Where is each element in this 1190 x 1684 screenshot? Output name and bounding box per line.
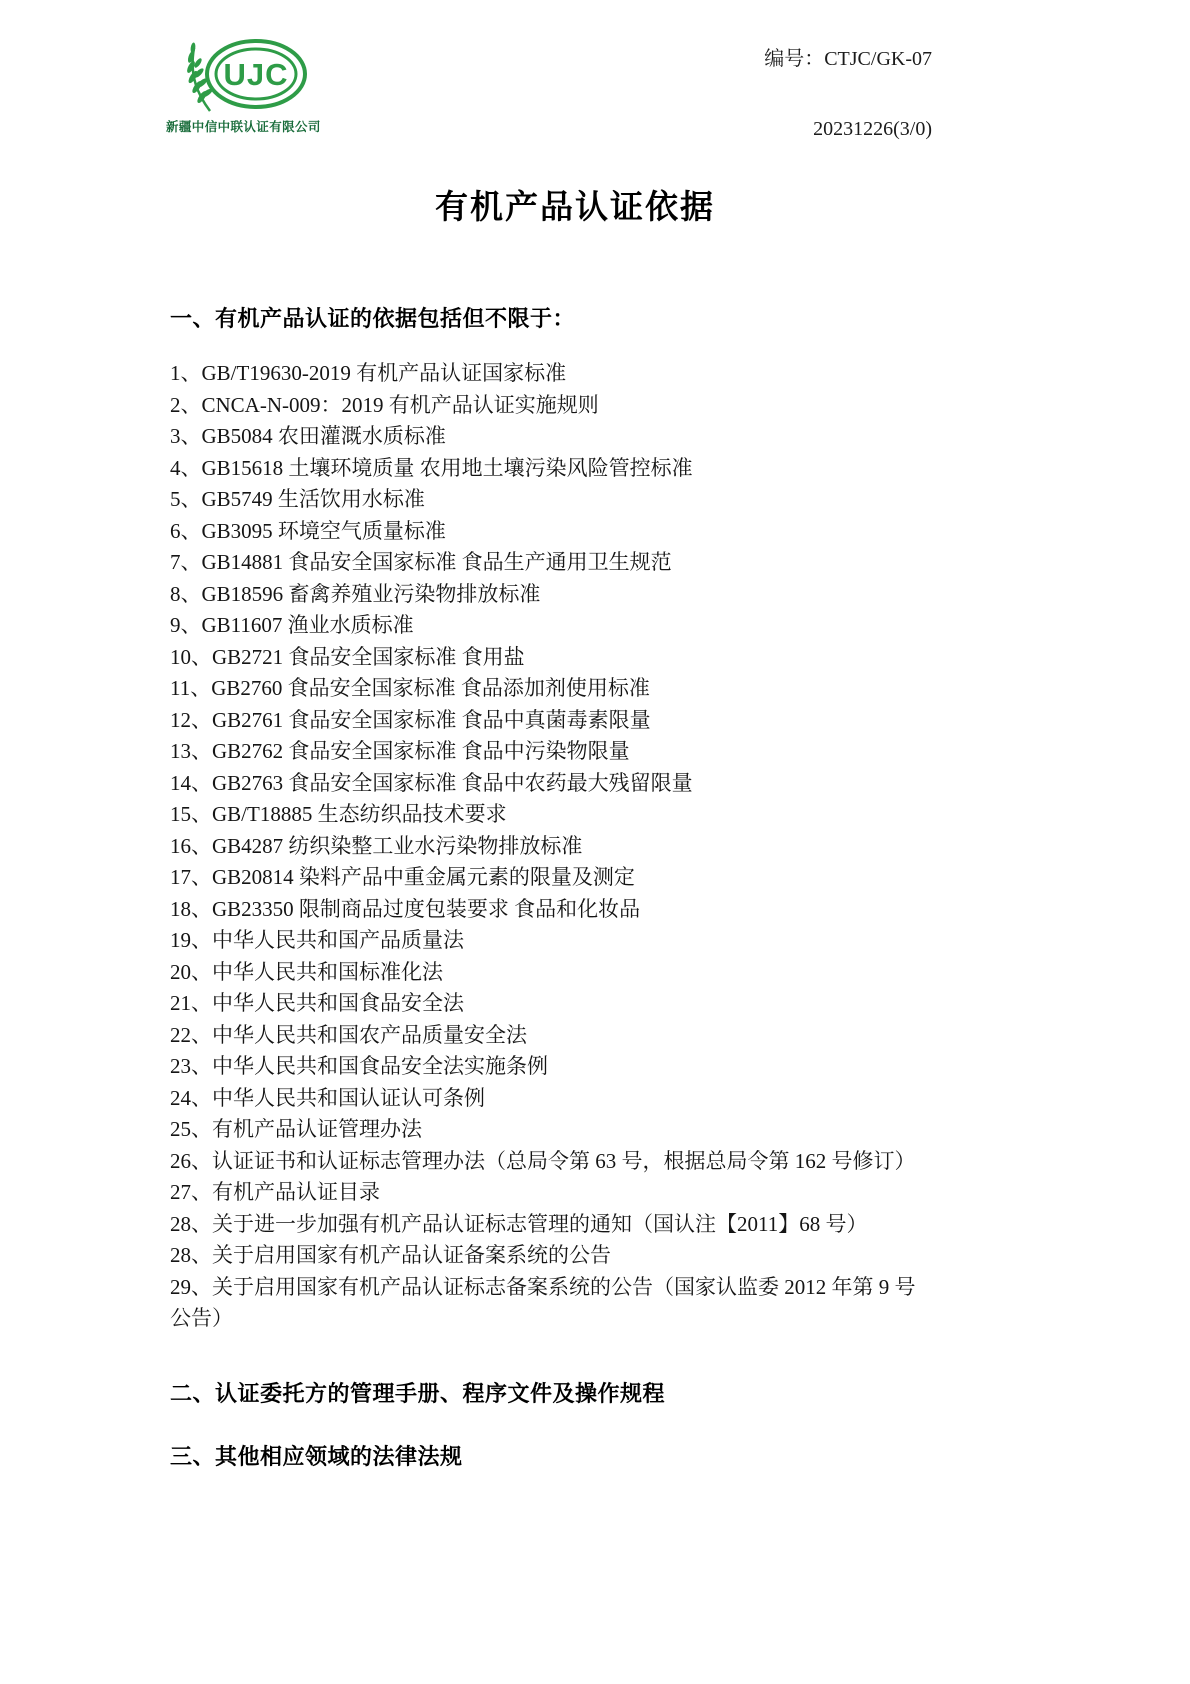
list-item: 7、GB14881 食品安全国家标准 食品生产通用卫生规范 xyxy=(170,550,672,574)
list-item: 2、CNCA-N-009：2019 有机产品认证实施规则 xyxy=(170,392,599,417)
doc-number: 编号：CTJC/GK-07 xyxy=(764,48,932,70)
wheat-ear-icon xyxy=(186,42,214,111)
standards-list xyxy=(170,358,928,1335)
list-item: 19、中华人民共和国产品质量法 xyxy=(170,928,464,952)
section-1-heading: 一、有机产品认证的依据包括但不限于： xyxy=(170,306,576,331)
list-item: 15、GB/T18885 生态纺织品技术要求 xyxy=(170,802,507,826)
header-meta xyxy=(764,46,932,142)
list-item: 6、GB3095 环境空气质量标准 xyxy=(170,518,446,543)
list-item: 9、GB11607 渔业水质标准 xyxy=(170,613,414,637)
list-item: 24、中华人民共和国认证认可条例 xyxy=(170,1085,485,1110)
list-item: 8、GB18596 畜禽养殖业污染物排放标准 xyxy=(170,581,541,606)
section-2-heading: 二、认证委托方的管理手册、程序文件及操作规程 xyxy=(170,1381,666,1406)
list-item: 28、关于进一步加强有机产品认证标志管理的通知（国认注【2011】68 号） xyxy=(170,1211,868,1236)
list-item: 22、中华人民共和国农产品质量安全法 xyxy=(170,1022,527,1047)
list-item: 10、GB2721 食品安全国家标准 食用盐 xyxy=(170,644,525,669)
page-title: 有机产品认证依据 xyxy=(435,188,715,225)
list-item: 4、GB15618 土壤环境质量 农用地土壤污染风险管控标准 xyxy=(170,455,693,480)
list-item: 17、GB20814 染料产品中重金属元素的限量及测定 xyxy=(170,865,635,889)
list-item: 13、GB2762 食品安全国家标准 食品中污染物限量 xyxy=(170,739,630,763)
list-item: 23、中华人民共和国食品安全法实施条例 xyxy=(170,1054,548,1078)
list-item: 29、关于启用国家有机产品认证标志备案系统的公告（国家认监委 2012 年第 9 号公告） xyxy=(170,1274,916,1330)
list-item: 11、GB2760 食品安全国家标准 食品添加剂使用标准 xyxy=(170,676,650,700)
list-item: 20、中华人民共和国标准化法 xyxy=(170,959,443,984)
logo-monogram: UJC xyxy=(223,57,289,92)
list-item: 14、GB2763 食品安全国家标准 食品中农药最大残留限量 xyxy=(170,770,693,795)
list-item: 1、GB/T19630-2019 有机产品认证国家标准 xyxy=(170,361,567,385)
company-logo xyxy=(166,36,321,135)
section-3-heading: 三、其他相应领域的法律法规 xyxy=(170,1444,463,1469)
list-item: 21、中华人民共和国食品安全法 xyxy=(170,991,464,1015)
list-item: 26、认证证书和认证标志管理办法（总局令第 63 号，根据总局令第 162 号修订） xyxy=(170,1148,916,1173)
list-item: 16、GB4287 纺织染整工业水污染物排放标准 xyxy=(170,833,583,858)
company-name: 新疆中信中联认证有限公司 xyxy=(166,120,321,134)
list-item: 12、GB2761 食品安全国家标准 食品中真菌毒素限量 xyxy=(170,707,651,732)
list-item: 27、有机产品认证目录 xyxy=(170,1180,380,1204)
list-item: 25、有机产品认证管理办法 xyxy=(170,1117,422,1141)
revision-code: 20231226(3/0) xyxy=(813,118,932,140)
list-item: 28、关于启用国家有机产品认证备案系统的公告 xyxy=(170,1243,611,1267)
ctjc-logo-icon xyxy=(176,36,308,114)
list-item: 5、GB5749 生活饮用水标准 xyxy=(170,487,425,511)
list-item: 18、GB23350 限制商品过度包装要求 食品和化妆品 xyxy=(170,896,641,921)
list-item: 3、GB5084 农田灌溉水质标准 xyxy=(170,424,446,448)
